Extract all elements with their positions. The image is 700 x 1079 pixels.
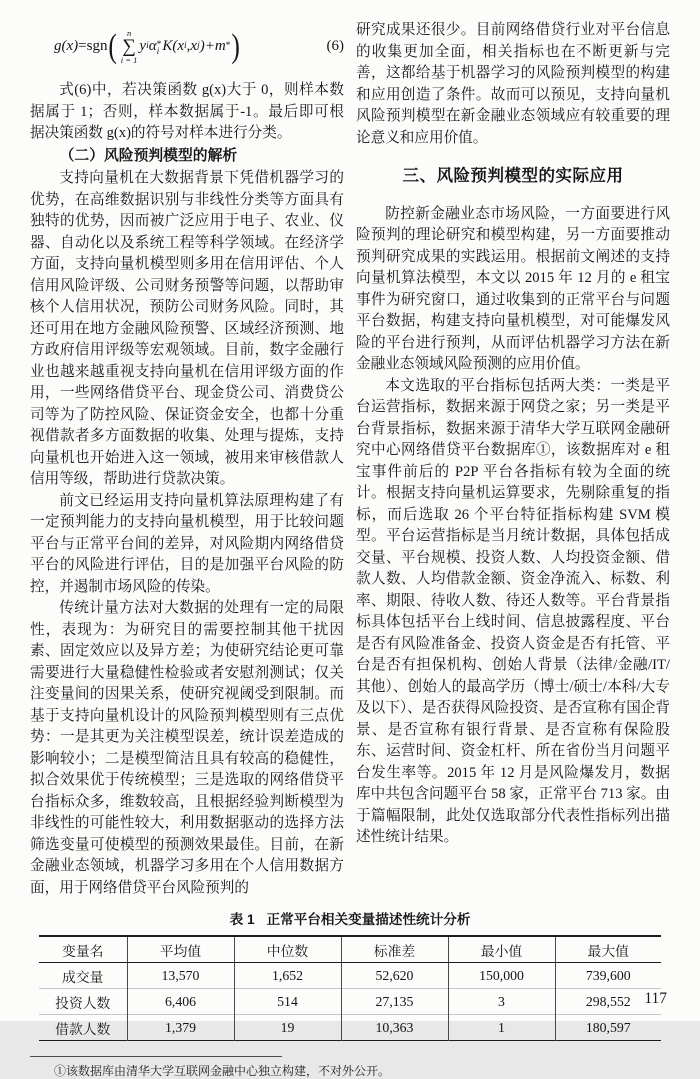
table-cell: 739,600 bbox=[585, 967, 631, 983]
table-cell: 投资人数 bbox=[39, 989, 127, 1015]
table-cell: 150,000 bbox=[448, 963, 555, 989]
table-cell: 180,597 bbox=[555, 1015, 661, 1041]
right-column bbox=[356, 20, 670, 899]
section-heading: 三、风险预判模型的实际应用 bbox=[402, 167, 624, 185]
table-row bbox=[39, 963, 661, 989]
table-caption: 正常平台相关变量描述性统计分析 bbox=[266, 912, 471, 927]
table-cell: 6,406 bbox=[127, 989, 234, 1015]
table-header-cell: 平均值 bbox=[127, 936, 234, 963]
table-title bbox=[0, 908, 700, 928]
table-cell: 298,552 bbox=[555, 989, 661, 1015]
table-cell: 52,620 bbox=[341, 963, 448, 989]
table-cell: 514 bbox=[234, 989, 341, 1015]
paragraph: 式(6)中，若决策函数 g(x)大于 0，则样本数据属于 1；否则，样本数据属于-1。最后即可根据决策函数 g(x)的符号对样本进行分类。 bbox=[30, 82, 344, 141]
summation-symbol: n ∑ i = 1 bbox=[120, 28, 138, 65]
formula-lhs: g(x) bbox=[54, 38, 79, 55]
table-cell: 1 bbox=[448, 1015, 555, 1041]
equation-number: (6) bbox=[326, 38, 344, 55]
table-header-cell: 最大值 bbox=[555, 936, 661, 963]
right-paren: ) bbox=[231, 28, 241, 65]
page-number: 117 bbox=[644, 990, 667, 1007]
left-paren: ( bbox=[108, 28, 118, 65]
table-cell: 13,570 bbox=[127, 963, 234, 989]
table-cell: 10,363 bbox=[341, 1015, 448, 1041]
paragraph: 防控新金融业态市场风险，一方面要进行风险预判的理论研究和模型构建，另一方面要推动预判研究成果的实践运用。根据前文阐述的支持向量机算法模型，本文以 2015 年 12 月的 e 租宝事件为研究窗口，通过收集到的正常平台与问题平台数据，构建支持向量机模型，对可能爆发风险的平台进行预判，从而评估机器学习方法在新金融业态领域风险预测的应用价值。 bbox=[356, 205, 670, 372]
paragraph: 前文已经运用支持向量机算法原理构建了有一定预判能力的支持向量机模型，用于比较问题平台与正常平台间的差异，对风险期内网络借贷平台的风险进行评估，目的是加强平台风险的防控，并遏制市场风险的传染。 bbox=[30, 492, 344, 595]
left-column bbox=[30, 20, 344, 899]
paragraph: 传统计量方法对大数据的处理有一定的局限性，表现为：为研究目的需要控制其他干扰因素、固定效应以及异方差；为使研究结论更可靠需要进行大量稳健性检验或者安慰剂测试；仅关注变量间的因果关系，使研究视阈受到限制。而基于支持向量机设计的风险预判模型则有三点优势：一是其更为关注模型误差，统计误差造成的影响较小；二是模型简洁且具有较高的稳健性，拟合效果优于传统模型；三是选取的网络借贷平台指标众多，维数较高，且根据经验判断模型为非线性的可能性较大，利用数据驱动的选择方法筛选变量可使模型的预测效果最佳。目前，在新金融业态领域，机器学习多用在个人信用数据方面，用于网络借贷平台风险预判的 bbox=[30, 600, 344, 896]
table-header-cell: 变量名 bbox=[39, 936, 127, 963]
table-cell: 1,652 bbox=[234, 963, 341, 989]
two-column-text bbox=[0, 20, 700, 899]
paragraph: 本文选取的平台指标包括两大类：一类是平台运营指标，数据来源于网贷之家；另一类是平台背景指标，数据来源于清华大学互联网金融研究中心网络借贷平台数据库①，该数据库对 e 租宝事件前后的 P2P 平台各指标有较为全面的统计。根据支持向量机运算要求，先剔除重复的指标，而后选取 26 个平台特征指标构建 SVM 模型。平台运营指标是当月统计数据，具体包括成交量、平台规模、投资人数、人均投资金额、借款人数、人均借款金额、资金净流入、标数、利率、期限、待收人数、待还人数等。平台背景指标具体包括平台上线时间、信息披露程度、平台是否有风险准备金、投资人资金是否有托管、平台是否有担保机构、创始人背景（法律/金融/IT/其他）、创始人的最高学历（博士/硕士/本科/大专及以下）、是否获得风险投资、是否宣称有国企背景、是否宣称有银行背景、是否宣称有保险股东、运营时间、资金杠杆、所在省份当月问题平台发生率等。2015 年 12 月是风险爆发月，数据库中共包含问题平台 58 家，正常平台 713 家。由于篇幅限制，此处仅选取部分代表性指标列出描述性统计结果。 bbox=[356, 377, 670, 845]
paragraph-continuation: 研究成果还很少。目前网络借贷行业对平台信息的收集更加全面，相关指标也在不断更新与完善，这都给基于机器学习的风险预判模型的构建和应用创造了条件。故而可以预见，支持向量机风险预判模型在新金融业态领域应有较重要的理论意义和应用价值。 bbox=[356, 22, 670, 146]
table-cell: 19 bbox=[234, 1015, 341, 1041]
table-header-cell: 最小值 bbox=[448, 936, 555, 963]
table-header-cell: 中位数 bbox=[234, 936, 341, 963]
paragraph: 支持向量机在大数据背景下凭借机器学习的优势，在高维数据识别与非线性分类等方面具有独特的优势，因而被广泛应用于电子、农业、仪器、自动化以及系统工程等科学领域。在经济学方面，支持向量机模型则多用在信用评估、个人信用风险评级、公司财务预警等问题，以帮助审核个人信用状况，预防公司财务风险。同时，其还可用在地方金融风险预警、区域经济预测、地方政府信用评级等宏观领域。目前，数字金融行业也越来越重视支持向量机在信用评级方面的作用，一些网络借贷平台、现金贷公司、消费贷公司等为了防控风险、保证资金安全，也都十分重视借款者多方面数据的收集、处理与提炼，支持向量机也开始进入这一领域，被用来审核借款人信用等级，帮助进行贷款决策。 bbox=[30, 170, 344, 487]
table-cell: 1,379 bbox=[127, 1015, 234, 1041]
alpha-supsub: * i bbox=[156, 39, 162, 57]
table-cell: 3 bbox=[448, 989, 555, 1015]
table-header-cell: 标准差 bbox=[341, 936, 448, 963]
subsection-heading: （二）风险预判模型的解析 bbox=[59, 147, 238, 164]
table-row bbox=[39, 1015, 661, 1041]
table-header-row bbox=[39, 936, 661, 963]
table-row bbox=[39, 989, 661, 1015]
table-cell: 成交量 bbox=[39, 963, 127, 989]
formula-expression: g(x) =sgn ( n ∑ i = 1 y i α * i K(x i ,x j )+m * ) bbox=[54, 28, 241, 65]
footnote-section bbox=[30, 1056, 670, 1079]
table-label: 表 1 bbox=[229, 912, 255, 927]
table-section bbox=[0, 908, 700, 1041]
footnote-text: ①该数据库由清华大学互联网金融中心独立构建，不对外公开。 bbox=[54, 1064, 391, 1078]
descriptive-stats-table bbox=[39, 935, 661, 1041]
equation-6 bbox=[30, 24, 344, 70]
table-cell: 27,135 bbox=[341, 989, 448, 1015]
footnote-divider bbox=[30, 1056, 282, 1057]
table-cell: 借款人数 bbox=[39, 1015, 127, 1041]
